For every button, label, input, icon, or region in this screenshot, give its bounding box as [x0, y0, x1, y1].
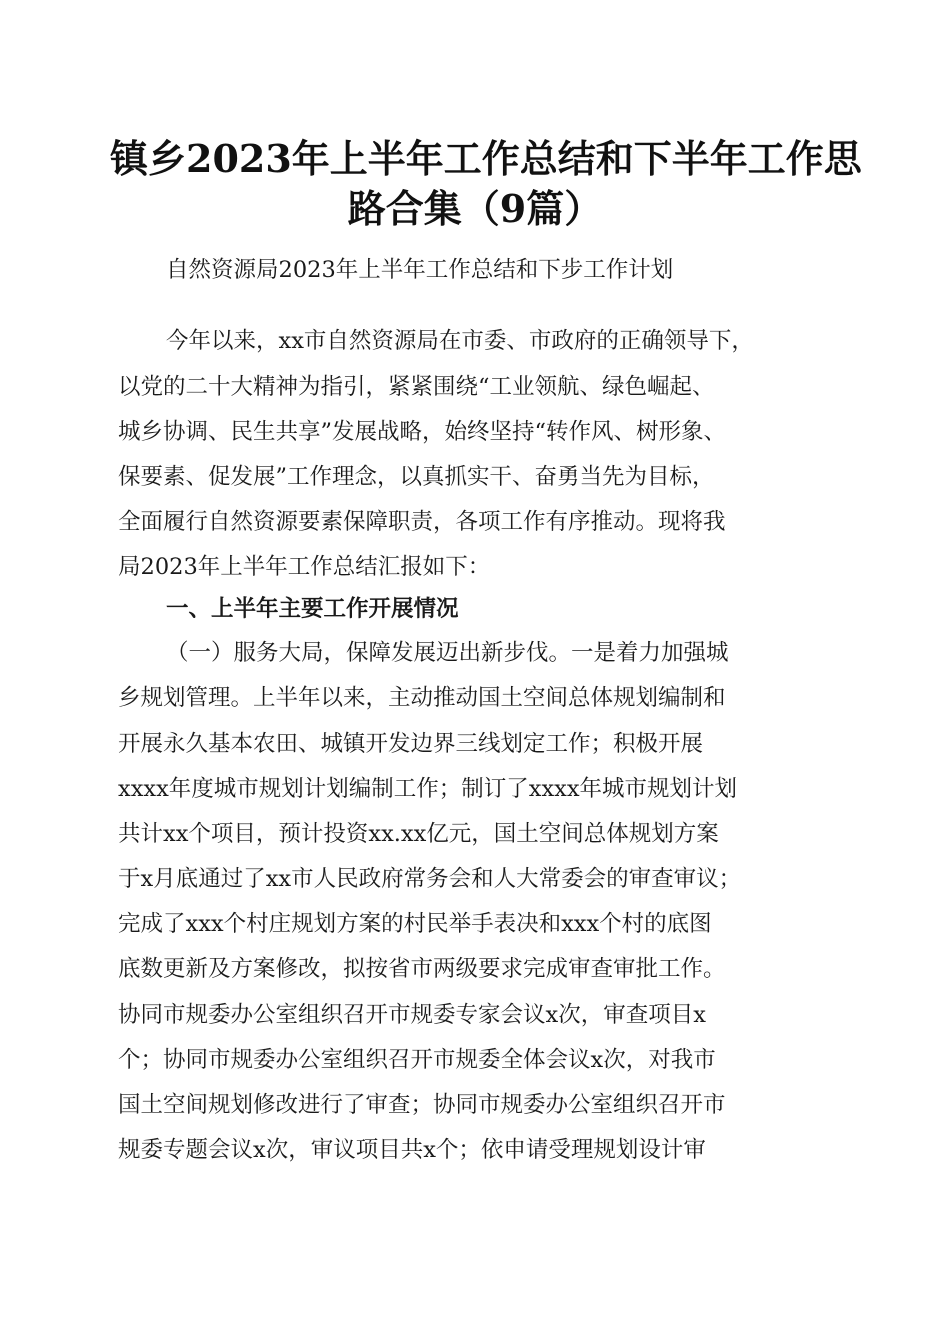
section-line-6: 于x月底通过了xx市人民政府常务会和人大常委会的审查审议；	[118, 866, 742, 892]
section-heading: 一、上半年主要工作开展情况	[166, 596, 459, 622]
title-line-2: 路合集（9篇）	[347, 186, 603, 231]
section-line-7: 完成了xxx个村庄规划方案的村民举手表决和xxx个村的底图	[118, 911, 712, 937]
intro-line-1: 今年以来，xx市自然资源局在市委、市政府的正确领导下，	[166, 328, 754, 354]
intro-line-2: 以党的二十大精神为指引，紧紧围绕“工业领航、绿色崛起、	[118, 374, 715, 400]
title-line-1: 镇乡2023年上半年工作总结和下半年工作思	[110, 136, 862, 181]
section-line-5: 共计xx个项目，预计投资xx.xx亿元，国土空间总体规划方案	[118, 821, 719, 847]
intro-line-3: 城乡协调、民生共享”发展战略，始终坚持“转作风、树形象、	[118, 419, 727, 445]
section-line-8: 底数更新及方案修改，拟按省市两级要求完成审查审批工作。	[118, 956, 726, 982]
section-line-2: 乡规划管理。上半年以来，主动推动国土空间总体规划编制和	[118, 685, 726, 711]
section-line-11: 国土空间规划修改进行了审查；协同市规委办公室组织召开市	[118, 1092, 726, 1118]
section-line-9: 协同市规委办公室组织召开市规委专家会议x次，审查项目x	[118, 1002, 706, 1028]
section-line-4: xxxx年度城市规划计划编制工作；制订了xxxx年城市规划计划	[118, 776, 738, 802]
section-line-3: 开展永久基本农田、城镇开发边界三线划定工作；积极开展	[118, 731, 704, 757]
intro-line-5: 全面履行自然资源要素保障职责，各项工作有序推动。现将我	[118, 509, 726, 535]
intro-line-6: 局2023年上半年工作总结汇报如下：	[118, 554, 491, 580]
document-subtitle: 自然资源局2023年上半年工作总结和下步工作计划	[166, 257, 674, 283]
section-line-12: 规委专题会议x次，审议项目共x个；依申请受理规划设计审	[118, 1137, 706, 1163]
section-line-1: （一）服务大局，保障发展迈出新步伐。一是着力加强城	[166, 640, 729, 666]
intro-line-4: 保要素、促发展”工作理念，以真抓实干、奋勇当先为目标，	[118, 464, 715, 490]
section-line-10: 个；协同市规委办公室组织召开市规委全体会议x次，对我市	[118, 1047, 716, 1073]
document-title	[110, 134, 862, 234]
